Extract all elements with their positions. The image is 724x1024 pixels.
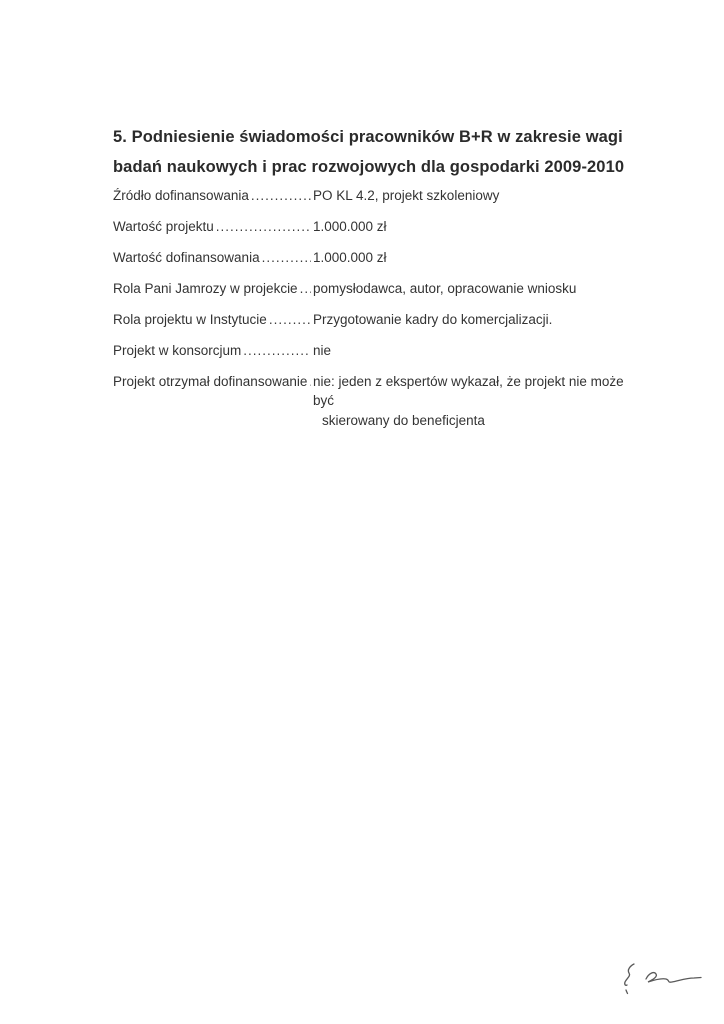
field-row-project-value — [113, 217, 643, 236]
field-label: Źródło dofinansowania — [113, 188, 249, 203]
field-row-role-in-institute — [113, 310, 643, 329]
field-value: 1.000.000 zł — [313, 250, 387, 265]
field-value: pomysłodawca, autor, opracowanie wniosku — [313, 281, 577, 296]
field-row-role-in-project — [113, 279, 643, 298]
document-title: 5. Podniesienie świadomości pracowników B+R w zakresie wagi badań naukowych i prac rozwojowych dla gospodarki 2009-2010 — [113, 128, 625, 176]
dot-leader — [267, 310, 311, 329]
field-row-funding-received — [113, 372, 643, 432]
field-label: Wartość projektu — [113, 219, 214, 234]
dot-leader — [214, 217, 311, 236]
field-value: Przygotowanie kadry do komercjalizacji. — [313, 312, 553, 327]
field-row-consortium — [113, 341, 643, 360]
dot-leader — [249, 186, 311, 205]
field-value-line1: nie: jeden z ekspertów wykazał, że projekt nie może być — [313, 374, 624, 408]
field-label: Projekt otrzymał dofinansowanie — [113, 374, 308, 389]
field-label: Projekt w konsorcjum — [113, 343, 242, 358]
field-row-funding-source — [113, 186, 643, 205]
field-value: nie — [313, 343, 332, 358]
dot-leader — [298, 279, 311, 298]
field-value: 1.000.000 zł — [313, 219, 387, 234]
field-label: Rola projektu w Instytucie — [113, 312, 267, 327]
field-value-line2: skierowany do beneficjenta — [322, 413, 485, 428]
field-value — [311, 372, 635, 432]
dot-leader — [260, 248, 311, 267]
dot-leader — [241, 341, 311, 360]
field-row-funding-value — [113, 248, 643, 267]
field-value: PO KL 4.2, projekt szkoleniowy — [313, 188, 500, 203]
field-list — [113, 186, 643, 444]
handwritten-initials-icon — [612, 952, 712, 1008]
field-label: Wartość dofinansowania — [113, 250, 260, 265]
field-label: Rola Pani Jamrozy w projekcie — [113, 281, 298, 296]
